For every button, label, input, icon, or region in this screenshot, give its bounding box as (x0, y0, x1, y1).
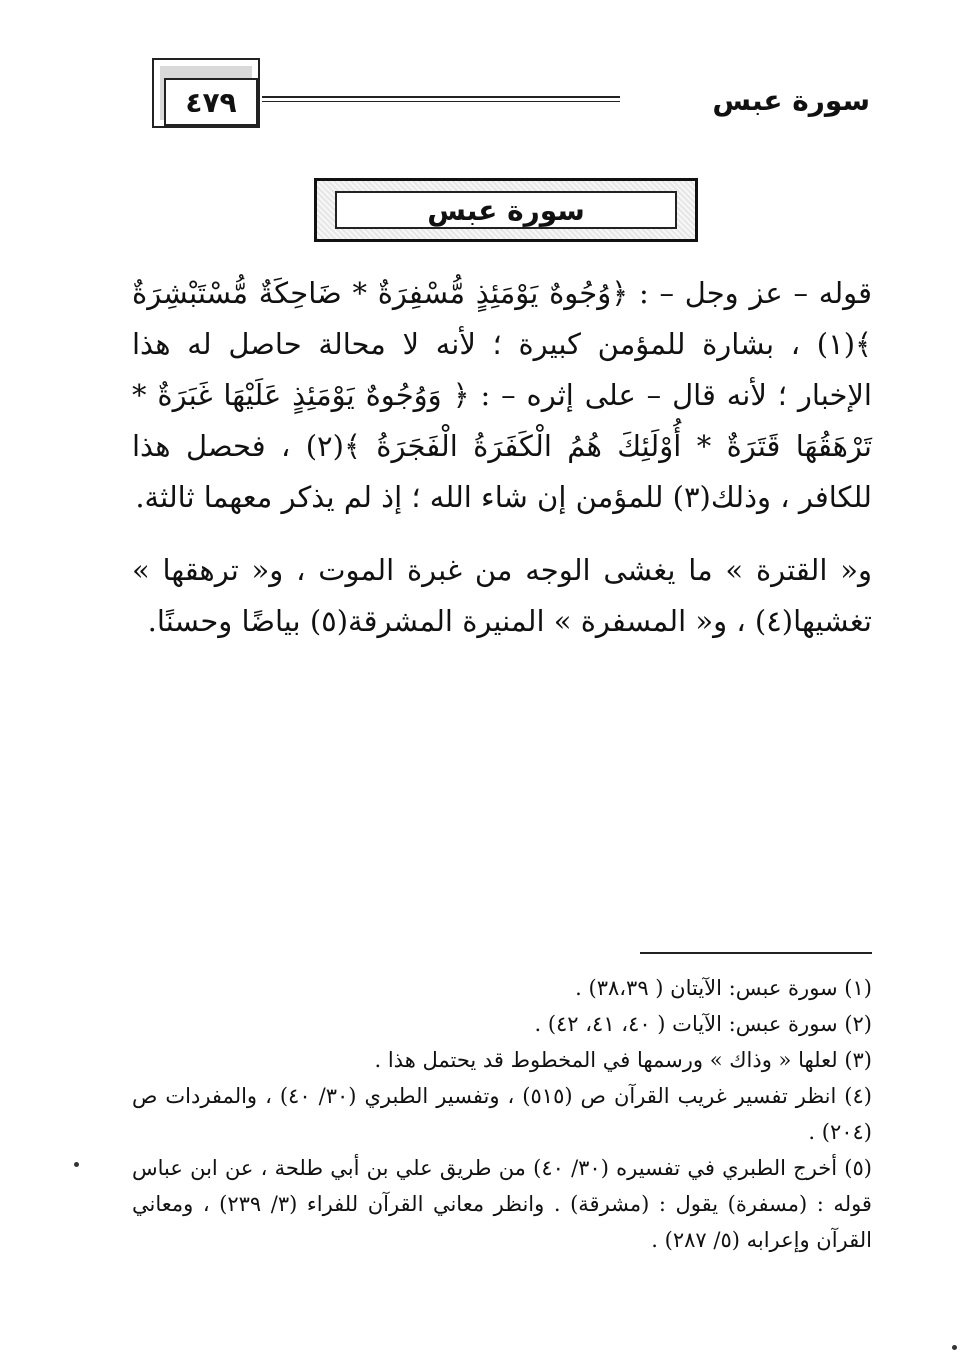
running-title: سورة عبس (712, 84, 870, 117)
header-rule (262, 96, 620, 102)
footnote-1: (١) سورة عبس: الآيتان ( ٣٨،٣٩) . (575, 976, 872, 1000)
footnote-2: (٢) سورة عبس: الآيات ( ٤٠، ٤١، ٤٢) . (534, 1012, 872, 1036)
surah-title-frame (314, 178, 698, 242)
footnote-separator (640, 952, 872, 954)
paragraph-2: و« القترة » ما يغشى الوجه من غبرة الموت ، و« ترهقها » تغشيها(٤) ، و« المسفرة » المنيرة المشرقة(٥) بياضًا وحسنًا. (132, 553, 872, 638)
footnote-5: (٥) أخرج الطبري في تفسيره (٣٠/ ٤٠) من طريق علي بن أبي طلحة ، عن ابن عباس قوله : (مسفرة) يقول : (مشرقة) . وانظر معاني القرآن للفراء (٣/ ٢٣٩) ، ومعاني القرآن وإعرابه (٥/ ٢٨٧) . (132, 1156, 872, 1252)
scan-speck (952, 1345, 957, 1350)
page-number-frame (152, 58, 260, 128)
paragraph-1: قوله – عز وجل – : ﴿وُجُوهٌ يَوْمَئِذٍ مُّسْفِرَةٌ * ضَاحِكَةٌ مُّسْتَبْشِرَةٌ ﴾(١) ، بشارة للمؤمن كبيرة ؛ لأنه لا محالة حاصل له هذا الإخبار ؛ لأنه قال – على إثره – : ﴿ وَوُجُوهٌ يَوْمَئِذٍ عَلَيْهَا غَبَرَةٌ * تَرْهَقُهَا قَتَرَةٌ * أُوْلَئِكَ هُمُ الْكَفَرَةُ الْفَجَرَةُ ﴾(٢) ، فحصل هذا للكافر ، وذلك(٣) للمؤمن إن شاء الله ؛ إذ لم يذكر معهما ثالثة. (132, 276, 872, 514)
scan-speck (74, 1162, 79, 1167)
footnote-3: (٣) لعلها « وذاك » ورسمها في المخطوط قد يحتمل هذا . (374, 1048, 872, 1072)
footnotes (132, 970, 872, 1258)
surah-title: سورة عبس (335, 191, 677, 229)
main-text (132, 268, 872, 647)
page-number: ٤٧٩ (164, 78, 258, 126)
footnote-4: (٤) انظر تفسير غريب القرآن ص (٥١٥) ، وتفسير الطبري (٣٠/ ٤٠) ، والمفردات ص (٢٠٤) . (132, 1084, 872, 1144)
